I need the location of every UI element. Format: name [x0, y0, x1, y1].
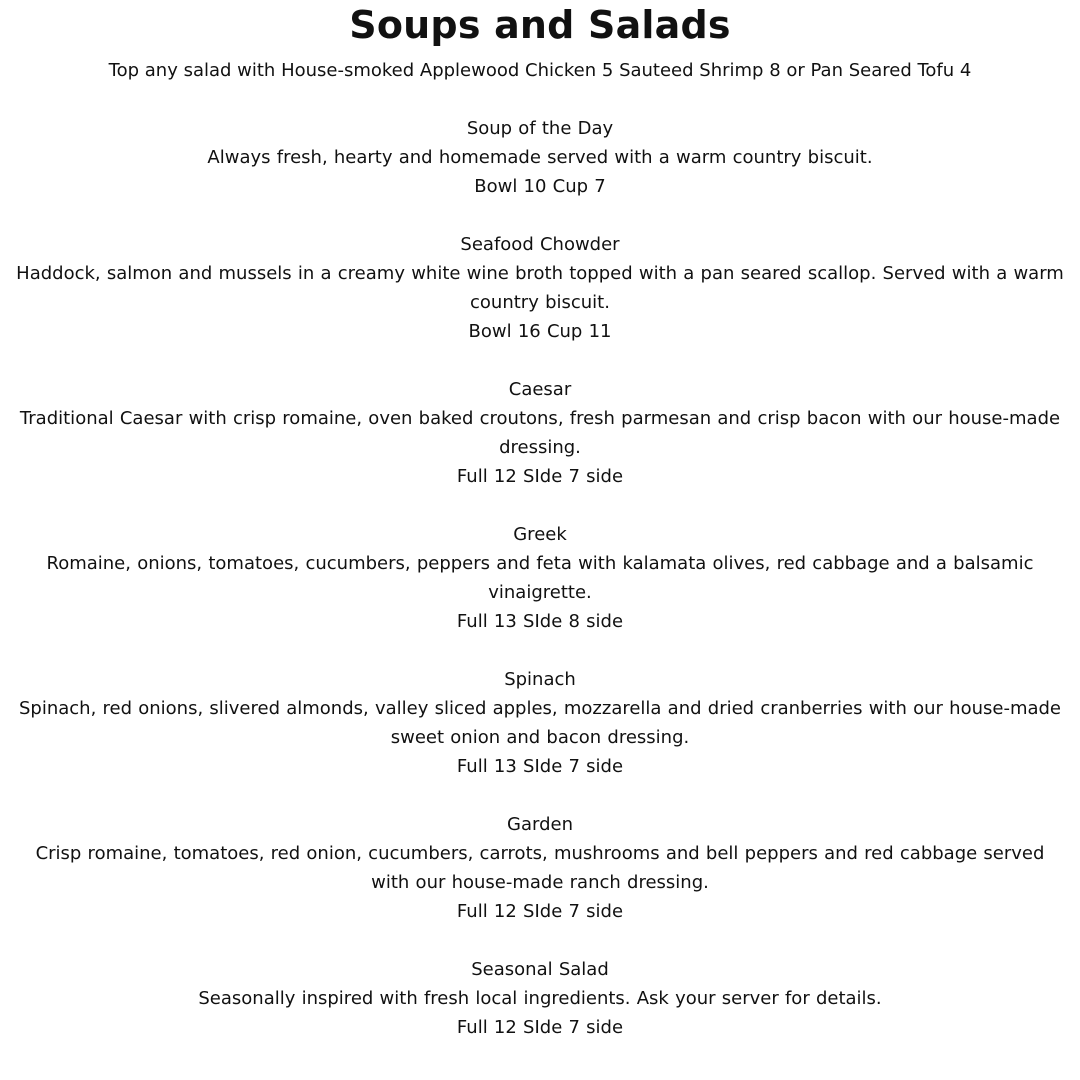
item-name: Caesar — [508, 379, 572, 400]
menu-item-seasonal-salad — [0, 955, 1080, 1042]
menu-item-spinach — [0, 665, 1080, 781]
item-name: Greek — [513, 524, 567, 545]
item-description: Always fresh, hearty and homemade served with a warm country biscuit. — [207, 147, 873, 168]
menu-items-list — [0, 114, 1080, 1042]
item-price: Full 12 SIde 7 side — [456, 901, 624, 922]
item-price: Full 12 SIde 7 side — [456, 466, 624, 487]
salad-toppings-note: Top any salad with House-smoked Applewood Chicken 5 Sauteed Shrimp 8 or Pan Seared Tofu 4 — [108, 60, 972, 81]
menu-item-greek — [0, 520, 1080, 636]
item-description: Traditional Caesar with crisp romaine, oven baked croutons, fresh parmesan and crisp bacon with our house-made dressing. — [19, 408, 1061, 458]
menu-item-seafood-chowder — [0, 230, 1080, 346]
item-price: Full 13 SIde 8 side — [456, 611, 624, 632]
page-title: Soups and Salads — [349, 3, 731, 47]
item-description: Crisp romaine, tomatoes, red onion, cucumbers, carrots, mushrooms and bell peppers and red cabbage served with our house-made ranch dressing. — [35, 843, 1045, 893]
menu-item-caesar — [0, 375, 1080, 491]
item-name: Garden — [507, 814, 573, 835]
item-description: Seasonally inspired with fresh local ingredients. Ask your server for details. — [198, 988, 882, 1009]
menu-item-garden — [0, 810, 1080, 926]
item-name: Seafood Chowder — [460, 234, 620, 255]
item-name: Seasonal Salad — [471, 959, 609, 980]
item-description: Spinach, red onions, slivered almonds, valley sliced apples, mozzarella and dried cranberries with our house-made sweet onion and bacon dressing. — [18, 698, 1062, 748]
item-price: Full 12 SIde 7 side — [456, 1017, 624, 1038]
item-name: Spinach — [504, 669, 576, 690]
item-description: Romaine, onions, tomatoes, cucumbers, peppers and feta with kalamata olives, red cabbage and a balsamic vinaigrette. — [46, 553, 1034, 603]
menu-item-soup-of-the-day — [0, 114, 1080, 201]
item-price: Bowl 10 Cup 7 — [474, 176, 606, 197]
item-name: Soup of the Day — [466, 118, 614, 139]
item-description: Haddock, salmon and mussels in a creamy white wine broth topped with a pan seared scallop. Served with a warm country biscuit. — [16, 263, 1064, 313]
item-price: Full 13 SIde 7 side — [456, 756, 624, 777]
item-price: Bowl 16 Cup 11 — [468, 321, 612, 342]
